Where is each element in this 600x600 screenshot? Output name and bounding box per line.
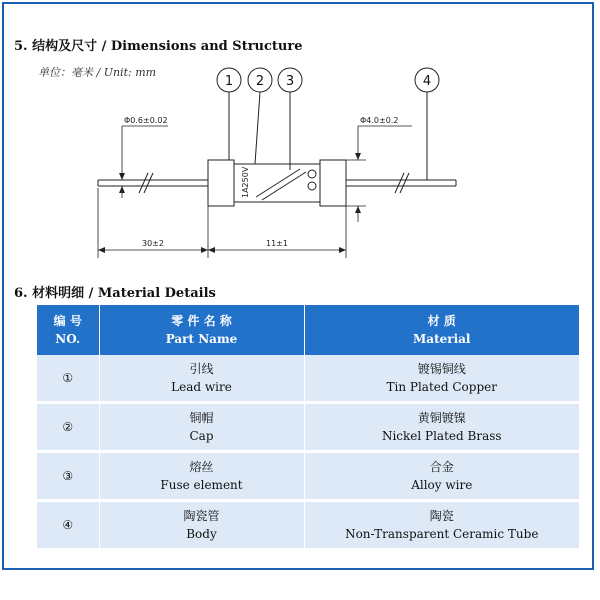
wire-diameter-label: Φ0.6±0.02	[124, 116, 168, 125]
callout-3	[278, 68, 302, 170]
lead-wire-right	[346, 173, 456, 193]
body-diameter-dim	[346, 116, 412, 222]
part-name-cell: 引线 Lead wire	[99, 355, 304, 403]
header-material: 材 质 Material	[304, 305, 579, 355]
callout-4	[415, 68, 439, 180]
callout-1	[217, 68, 241, 160]
body-length-label: 11±1	[266, 239, 288, 248]
table-row	[37, 452, 579, 501]
table-row	[37, 403, 579, 452]
material-cell: 镀锡铜线 Tin Plated Copper	[304, 355, 579, 403]
section-6-title: 6. 材料明细 / Material Details	[14, 286, 216, 301]
row-number: ②	[37, 403, 99, 452]
svg-text:2: 2	[255, 74, 265, 89]
part-name-cell: 熔丝 Fuse element	[99, 452, 304, 501]
body-marking: 1A250V	[241, 166, 250, 198]
cap-left	[208, 160, 234, 206]
section-5-title: 5. 结构及尺寸 / Dimensions and Structure	[14, 39, 303, 54]
table-header-row	[37, 305, 579, 355]
row-number: ④	[37, 501, 99, 550]
cap-right	[320, 160, 346, 206]
svg-text:3: 3	[285, 74, 295, 89]
part-name-cell: 铜帽 Cap	[99, 403, 304, 452]
material-cell: 黄铜镀镍 Nickel Plated Brass	[304, 403, 579, 452]
svg-text:4: 4	[422, 74, 432, 89]
material-cell: 陶瓷 Non-Transparent Ceramic Tube	[304, 501, 579, 550]
callout-2	[248, 68, 272, 164]
row-number: ①	[37, 355, 99, 403]
lead-wire-left	[98, 173, 208, 193]
table-row	[37, 355, 579, 403]
part-name-cell: 陶瓷管 Body	[99, 501, 304, 550]
lead-length-label: 30±2	[142, 239, 164, 248]
header-part-name: 零 件 名 称 Part Name	[99, 305, 304, 355]
body-diameter-label: Φ4.0±0.2	[360, 116, 399, 125]
fuse-drawing	[0, 0, 600, 280]
header-no: 编 号 NO.	[37, 305, 99, 355]
table-row	[37, 501, 579, 550]
material-table	[37, 305, 579, 551]
material-cell: 合金 Alloy wire	[304, 452, 579, 501]
svg-text:1: 1	[224, 74, 234, 89]
unit-note: 单位：毫米 / Unit: mm	[38, 66, 157, 79]
row-number: ③	[37, 452, 99, 501]
